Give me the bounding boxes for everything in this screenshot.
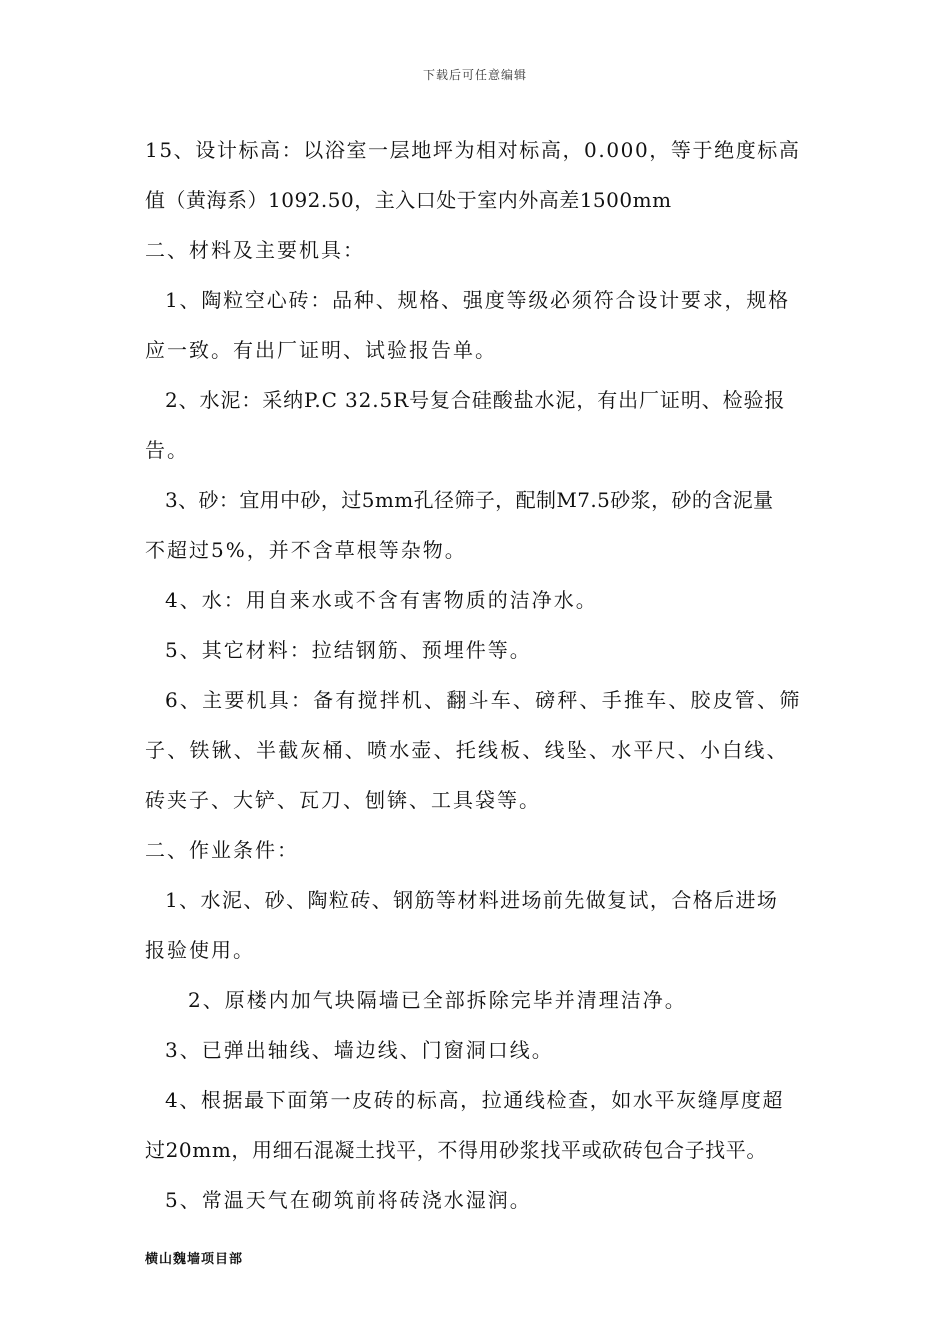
- section-heading: 二、材料及主要机具：: [145, 238, 365, 262]
- page-header: 下载后可任意编辑: [422, 68, 527, 82]
- text-line: 15、设计标高：以浴室一层地坪为相对标高，0.000，等于绝度标高: [145, 138, 801, 162]
- text-line: 告。: [145, 438, 189, 462]
- text-line: 过20mm，用细石混凝土找平，不得用砂浆找平或砍砖包合子找平。: [145, 1138, 767, 1162]
- text-line: 应一致。有出厂证明、试验报告单。: [145, 338, 497, 362]
- text-line: 2、原楼内加气块隔墙已全部拆除完毕并清理洁净。: [188, 988, 687, 1012]
- text-line: 1、陶粒空心砖：品种、规格、强度等级必须符合设计要求，规格: [165, 288, 790, 312]
- text-line: 3、已弹出轴线、墙边线、门窗洞口线。: [165, 1038, 554, 1062]
- section-heading: 二、作业条件：: [145, 838, 299, 862]
- text-line: 砖夹子、大铲、瓦刀、刨锛、工具袋等。: [145, 788, 541, 812]
- text-line: 4、根据最下面第一皮砖的标高，拉通线检查，如水平灰缝厚度超: [165, 1088, 785, 1112]
- text-line: 3、砂：宜用中砂，过5mm孔径筛子，配制M7.5砂浆，砂的含泥量: [165, 488, 774, 512]
- page-footer: 横山魏墙项目部: [145, 1252, 244, 1267]
- text-line: 5、常温天气在砌筑前将砖浇水湿润。: [165, 1188, 532, 1212]
- text-line: 报验使用。: [145, 938, 255, 962]
- text-line: 不超过5%，并不含草根等杂物。: [145, 538, 467, 562]
- text-line: 子、铁锹、半截灰桶、喷水壶、托线板、线坠、水平尺、小白线、: [145, 738, 789, 762]
- text-line: 4、水：用自来水或不含有害物质的洁净水。: [165, 588, 598, 612]
- text-line: 1、水泥、砂、陶粒砖、钢筋等材料进场前先做复试，合格后进场: [165, 888, 779, 912]
- text-line: 5、其它材料：拉结钢筋、预埋件等。: [165, 638, 532, 662]
- text-line: 6、主要机具：备有搅拌机、翻斗车、磅秤、手推车、胶皮管、筛: [165, 688, 802, 712]
- text-line: 值（黄海系）1092.50，主入口处于室内外高差1500mm: [145, 188, 672, 212]
- text-line: 2、水泥：采纳P.C 32.5R号复合硅酸盐水泥，有出厂证明、检验报: [165, 388, 786, 412]
